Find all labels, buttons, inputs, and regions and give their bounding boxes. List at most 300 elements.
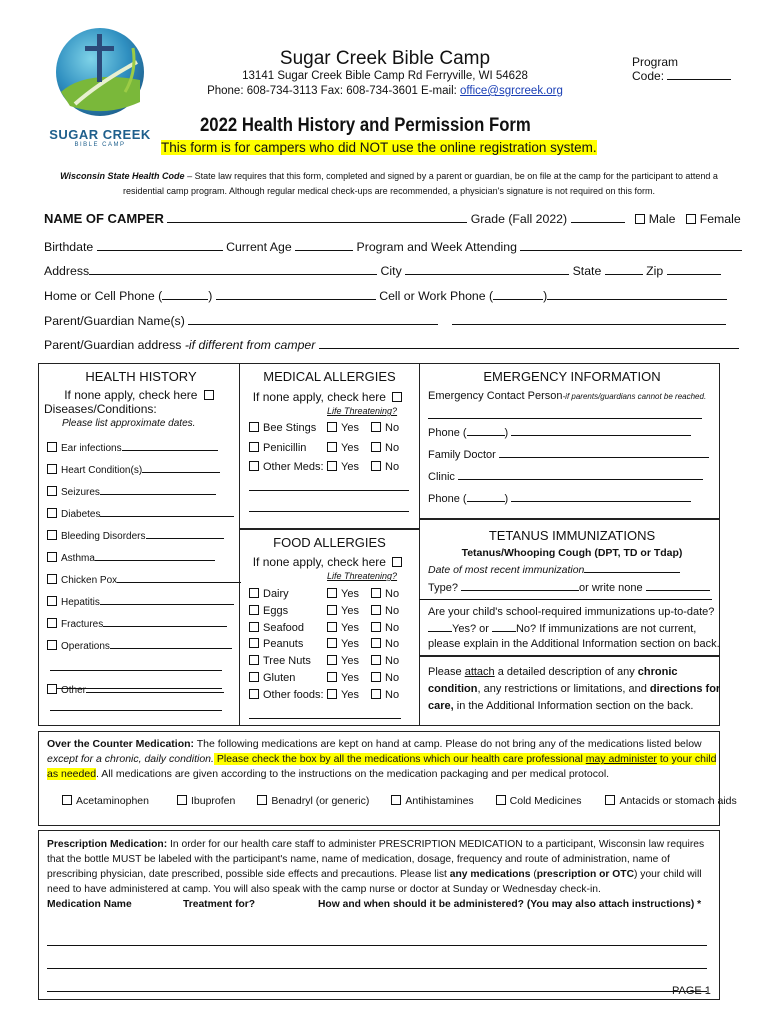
immunization-explain: please explain in the Additional Information section on back. xyxy=(428,638,720,650)
health-item-checkbox[interactable] xyxy=(47,640,57,650)
grade-label: Grade (Fall 2022) xyxy=(470,212,568,226)
program-week-label: Program and Week Attending xyxy=(356,240,517,254)
food_allergies-yes-checkbox[interactable] xyxy=(327,655,337,665)
state-label: State xyxy=(572,264,602,278)
medical_allergies-no-checkbox[interactable] xyxy=(371,422,381,432)
food_allergies-item-label: Tree Nuts xyxy=(263,655,311,668)
food_allergies-item-label: Peanuts xyxy=(263,638,304,651)
food_allergies-no xyxy=(371,638,399,650)
otc-med-checkbox[interactable] xyxy=(391,795,401,805)
health-item-label: Fractures xyxy=(61,619,104,630)
camper-row-4 xyxy=(44,289,727,303)
name-of-camper-label: NAME OF CAMPER xyxy=(44,211,164,226)
health-item-field[interactable] xyxy=(122,440,218,451)
health-history-section xyxy=(44,369,238,429)
dates-note: Please list approximate dates. xyxy=(62,418,196,429)
condition-word: condition xyxy=(428,683,478,695)
camper-row-2 xyxy=(44,240,742,254)
any-medications: any medications xyxy=(449,869,531,880)
medical_allergies-item-checkbox[interactable] xyxy=(249,442,259,452)
camp-name: Sugar Creek Bible Camp xyxy=(279,48,491,69)
male-checkbox[interactable] xyxy=(635,214,645,224)
medical_allergies-item-label: Bee Stings xyxy=(263,422,317,434)
page-number: PAGE 1 xyxy=(672,985,711,997)
food_allergies-yes-checkbox[interactable] xyxy=(327,638,337,648)
emergency-contact-label: Emergency Contact Person xyxy=(428,390,563,402)
food_allergies-no xyxy=(371,588,399,600)
medical-allergies-section xyxy=(242,369,417,416)
female-label: Female xyxy=(699,212,741,226)
tetanus-section xyxy=(428,528,720,650)
otc-meds-row xyxy=(62,795,737,807)
health-item-checkbox[interactable] xyxy=(47,486,57,496)
health-item-field[interactable] xyxy=(142,462,220,473)
food_allergies-item-checkbox[interactable] xyxy=(249,588,259,598)
medical_allergies-no xyxy=(371,422,399,434)
emergency-phone2-area[interactable] xyxy=(467,491,505,502)
email-link[interactable]: office@sgrcreek.org xyxy=(460,85,563,97)
food_allergies-yes xyxy=(327,588,359,600)
other-label: Other xyxy=(61,685,87,696)
cell-work-field[interactable] xyxy=(547,289,727,300)
medical-allergies-list xyxy=(249,422,419,481)
food_allergies-yes-checkbox[interactable] xyxy=(327,689,337,699)
clinic-label: Clinic xyxy=(428,471,455,483)
otc-med-checkbox[interactable] xyxy=(62,795,72,805)
prescription-section xyxy=(47,837,715,912)
cell-work-area[interactable] xyxy=(493,289,543,300)
food_allergies-no-label: No xyxy=(385,655,400,668)
health-item-4 xyxy=(47,506,241,522)
type-field[interactable] xyxy=(461,580,579,591)
parent-names-label: Parent/Guardian Name(s) xyxy=(44,314,185,328)
diseases-label: Diseases/Conditions: xyxy=(44,402,157,416)
health-item-1 xyxy=(47,440,241,456)
otc-med-6 xyxy=(605,795,736,807)
food_allergies-item-6 xyxy=(249,672,419,689)
camper-row-6 xyxy=(44,338,739,352)
medical_allergies-no-label: No xyxy=(385,441,400,454)
health-item-label: Hepatitis xyxy=(61,597,100,608)
food_allergies-item-checkbox[interactable] xyxy=(249,689,259,699)
chronic-text-1a: Please xyxy=(428,666,465,678)
health-item-label: Bleeding Disorders xyxy=(61,531,146,542)
food_allergies-no-checkbox[interactable] xyxy=(371,588,381,598)
medical_allergies-item-2 xyxy=(249,442,419,462)
col-treatment-for: Treatment for? xyxy=(183,899,256,910)
food_allergies-yes-label: Yes xyxy=(341,671,359,684)
food_allergies-yes xyxy=(327,622,359,634)
food-other-line[interactable] xyxy=(249,708,401,719)
medical_allergies-yes-label: Yes xyxy=(341,422,359,434)
prescription-lead: Prescription Medication: xyxy=(47,839,168,850)
city-label: City xyxy=(380,264,402,278)
otc-section xyxy=(47,737,715,782)
otc-med-1 xyxy=(62,795,149,807)
emergency-title: EMERGENCY INFORMATION xyxy=(483,369,661,384)
medical_allergies-item-checkbox[interactable] xyxy=(249,461,259,471)
immunization-question: Are your child's school-required immunizations up-to-date? xyxy=(428,606,715,618)
chronic-word: chronic xyxy=(637,666,678,678)
food_allergies-no xyxy=(371,622,399,634)
prescription-line-1[interactable] xyxy=(47,935,707,946)
parent-address-field[interactable] xyxy=(319,338,739,349)
otc-text1: The following medications are kept on hand at camp. Please do not bring any of the medications listed below xyxy=(194,738,702,750)
program-label: Program xyxy=(632,55,679,69)
health-item-label: Ear infections xyxy=(61,443,122,454)
otc-med-label: Cold Medicines xyxy=(509,795,582,807)
form-title: 2022 Health History and Permission Form xyxy=(200,115,531,136)
birthdate-field[interactable] xyxy=(97,240,223,251)
food_allergies-item-label: Eggs xyxy=(263,604,289,617)
parent-address-label: Parent/Guardian address xyxy=(44,338,185,352)
food_allergies-no xyxy=(371,655,399,667)
care-word: care, xyxy=(428,700,454,712)
food_allergies-no-label: No xyxy=(385,671,400,684)
food_allergies-no-checkbox[interactable] xyxy=(371,655,381,665)
health-item-8 xyxy=(47,594,241,610)
food_allergies-item-checkbox[interactable] xyxy=(249,605,259,615)
family-doctor-label: Family Doctor xyxy=(428,449,496,461)
food_allergies-yes-label: Yes xyxy=(341,588,359,600)
food-none-checkbox[interactable] xyxy=(392,557,402,567)
home-phone-area[interactable] xyxy=(162,289,208,300)
health-item-field[interactable] xyxy=(103,616,227,627)
health-item-checkbox[interactable] xyxy=(47,552,57,562)
current-age-label: Current Age xyxy=(226,240,292,254)
medical_allergies-item-checkbox[interactable] xyxy=(249,422,259,432)
food_allergies-no-label: No xyxy=(385,621,400,634)
food_allergies-yes-label: Yes xyxy=(341,688,359,701)
health-item-label: Seizures xyxy=(61,487,100,498)
prescription-text3e: ) your child will xyxy=(634,869,702,880)
prescription-text4: need to have administered at camp. You will also speak with the camp nurse or doctor at Sunday or Wednesday check-in. xyxy=(47,884,601,895)
medical_allergies-no-label: No xyxy=(385,422,400,434)
program-code-field[interactable] xyxy=(667,69,731,80)
cell-work-close: ) xyxy=(543,289,548,303)
health-history-title: HEALTH HISTORY xyxy=(85,369,197,384)
yes-field[interactable] xyxy=(428,621,452,632)
health-item-field[interactable] xyxy=(110,638,232,649)
health-item-field[interactable] xyxy=(100,484,216,495)
question-yes: Yes? or xyxy=(452,623,492,635)
food_allergies-yes-checkbox[interactable] xyxy=(327,672,337,682)
program-week-field[interactable] xyxy=(520,240,742,251)
prescription-text2: that the bottle MUST be labeled with the participant's name, name of medication, dosage, frequency and route of administration, name of xyxy=(47,854,670,865)
medical-other-line-1[interactable] xyxy=(249,480,409,491)
camper-name-field[interactable] xyxy=(167,212,467,223)
otc-med-5 xyxy=(496,795,582,807)
emergency-contact-note: -if parents/guardians cannot be reached. xyxy=(562,392,707,401)
other-line-2[interactable] xyxy=(50,700,222,711)
col-medication-name: Medication Name xyxy=(47,899,132,910)
food_allergies-no-label: No xyxy=(385,638,400,651)
food_allergies-item-3 xyxy=(249,622,419,639)
other-field[interactable] xyxy=(86,682,224,693)
medical_allergies-no xyxy=(371,461,399,473)
otc-text2-highlight: Please check the box by all the medications which our health care professional xyxy=(213,753,586,765)
tetanus-title: TETANUS IMMUNIZATIONS xyxy=(488,528,656,543)
health-item-label: Diabetes xyxy=(61,509,101,520)
medical_allergies-yes xyxy=(327,461,359,473)
other-checkbox[interactable] xyxy=(47,684,57,694)
camp-address: 13141 Sugar Creek Bible Camp Rd Ferryville, WI 54628 xyxy=(242,70,528,82)
food_allergies-yes-label: Yes xyxy=(341,604,359,617)
zip-label: Zip xyxy=(646,264,664,278)
health-item-checkbox[interactable] xyxy=(47,618,57,628)
health-item-field[interactable] xyxy=(117,572,241,583)
col-how-when: How and when should it be administered? (You may also attach instructions) * xyxy=(318,899,702,910)
food_allergies-no-checkbox[interactable] xyxy=(371,638,381,648)
food_allergies-yes-checkbox[interactable] xyxy=(327,605,337,615)
food-allergies-list xyxy=(249,588,419,706)
health-item-checkbox[interactable] xyxy=(47,464,57,474)
medical_allergies-yes xyxy=(327,442,359,454)
food_allergies-yes-checkbox[interactable] xyxy=(327,588,337,598)
medical_allergies-no-checkbox[interactable] xyxy=(371,442,381,452)
camper-row-1 xyxy=(44,212,741,226)
food_allergies-item-checkbox[interactable] xyxy=(249,655,259,665)
chronic-text-1c: a detailed description of any xyxy=(494,666,638,678)
tetanus-subtitle: Tetanus/Whooping Cough (DPT, TD or Tdap) xyxy=(461,547,683,559)
city-field[interactable] xyxy=(405,264,569,275)
logo-globe-icon xyxy=(45,22,155,122)
medical-other-line-2[interactable] xyxy=(249,501,409,512)
address-label: Address xyxy=(44,264,90,278)
parent-address-note: -if different from camper xyxy=(184,338,316,352)
wisconsin-text: – State law requires that this form, completed and signed by a parent or guardian, be on file at the camp for the participant to attend a xyxy=(184,171,718,181)
food_allergies-yes xyxy=(327,605,359,617)
may-administer: may administer xyxy=(585,753,657,765)
logo-name: SUGAR CREEK xyxy=(49,127,151,142)
otc-text2-end: to your child xyxy=(656,753,717,765)
food_allergies-no-checkbox[interactable] xyxy=(371,605,381,615)
wisconsin-notice xyxy=(44,169,734,199)
food_allergies-no-label: No xyxy=(385,688,400,701)
medical_allergies-item-1 xyxy=(249,422,419,442)
otc-med-2 xyxy=(177,795,235,807)
health-item-7 xyxy=(47,572,241,588)
otc-med-4 xyxy=(391,795,473,807)
birthdate-label: Birthdate xyxy=(44,240,94,254)
food_allergies-item-label: Dairy xyxy=(263,588,289,600)
prescription-line-3[interactable] xyxy=(47,981,707,992)
food_allergies-item-label: Gluten xyxy=(263,671,296,684)
other-row xyxy=(47,682,224,696)
health-item-checkbox[interactable] xyxy=(47,574,57,584)
medical_allergies-yes-checkbox[interactable] xyxy=(327,461,337,471)
prescription-text1: In order for our health care staff to administer PRESCRIPTION MEDICATION to a participant, Wisconsin law requires xyxy=(167,839,705,850)
food_allergies-item-2 xyxy=(249,605,419,622)
recent-immunization-field[interactable] xyxy=(584,562,680,573)
directions-word: directions for xyxy=(649,683,721,695)
wisconsin-text2: residential camp program. Although regular medical check-ups are recommended, a physician's signature is not required on this form. xyxy=(123,186,655,196)
food-life-threatening: Life Threatening? xyxy=(327,571,398,581)
food_allergies-item-1 xyxy=(249,588,419,605)
as-needed: as needed xyxy=(47,768,97,780)
home-phone-label: Home or Cell Phone ( xyxy=(44,289,163,303)
health-none-checkbox[interactable] xyxy=(204,390,214,400)
health-item-field[interactable] xyxy=(100,506,234,517)
otc-lead: Over the Counter Medication: xyxy=(47,738,195,750)
home-phone-close: ) xyxy=(208,289,213,303)
otc-text3: . All medications are given according to the instructions on the medication packaging and per medical protocol. xyxy=(96,768,610,780)
operations-line-1[interactable] xyxy=(50,660,222,671)
medical_allergies-yes-label: Yes xyxy=(341,461,359,473)
health-item-10 xyxy=(47,638,241,654)
food_allergies-no-label: No xyxy=(385,588,400,600)
chronic-section xyxy=(428,664,721,715)
health-item-field[interactable] xyxy=(95,550,215,561)
emergency-section: EMERGENCY INFORMATION Emergency Contact Person-if parents/guardians cannot be reached. Phone ( ) Family Doctor Clinic Phone ( ) xyxy=(428,369,716,505)
camp-logo xyxy=(45,22,155,152)
food-allergies-section xyxy=(242,535,417,581)
none-field[interactable] xyxy=(646,580,710,591)
zip-field[interactable] xyxy=(667,264,721,275)
health-item-2 xyxy=(47,462,241,478)
health-item-label: Heart Condition(s) xyxy=(61,465,143,476)
food_allergies-yes-label: Yes xyxy=(341,621,359,634)
food_allergies-no-checkbox[interactable] xyxy=(371,689,381,699)
medical_allergies-item-label: Penicillin xyxy=(263,441,307,454)
medical_allergies-yes xyxy=(327,422,359,434)
or-write-none: or write none xyxy=(579,582,643,594)
medical-none-apply: If none apply, check here xyxy=(252,390,386,404)
question-no: No? If immunizations are not current, xyxy=(515,623,697,635)
prescription-lines xyxy=(47,935,707,992)
subtitle-highlight: This form is for campers who did NOT use the online registration system. xyxy=(161,140,597,155)
food_allergies-yes-label: Yes xyxy=(341,638,359,651)
food_allergies-yes xyxy=(327,689,359,701)
emergency-contact-field[interactable] xyxy=(428,408,702,419)
family-doctor-field[interactable] xyxy=(499,447,709,458)
food_allergies-no xyxy=(371,605,399,617)
medical_allergies-item-3 xyxy=(249,461,419,481)
health-item-5 xyxy=(47,528,241,544)
recent-immunization-label: Date of most recent immunization xyxy=(428,564,585,576)
food_allergies-no-label: No xyxy=(385,604,400,617)
otc-med-checkbox[interactable] xyxy=(177,795,187,805)
grade-field[interactable] xyxy=(571,212,625,223)
health-item-field[interactable] xyxy=(100,594,234,605)
medical_allergies-no-checkbox[interactable] xyxy=(371,461,381,471)
camp-contact-line xyxy=(160,85,610,97)
food_allergies-no xyxy=(371,672,399,684)
food_allergies-item-5 xyxy=(249,655,419,672)
prescription-line-2[interactable] xyxy=(47,958,707,969)
food-allergies-title: FOOD ALLERGIES xyxy=(273,535,386,550)
prescription-or-otc: prescription or OTC xyxy=(536,869,635,880)
medical-allergies-title: MEDICAL ALLERGIES xyxy=(263,369,396,384)
food_allergies-no xyxy=(371,689,399,701)
medical_allergies-yes-label: Yes xyxy=(341,441,359,454)
current-age-field[interactable] xyxy=(295,240,353,251)
otc-med-label: Acetaminophen xyxy=(76,795,149,807)
food_allergies-yes xyxy=(327,672,359,684)
health-item-6 xyxy=(47,550,241,566)
health-item-3 xyxy=(47,484,241,500)
health-item-checkbox[interactable] xyxy=(47,596,57,606)
parent-name-2-field[interactable] xyxy=(452,314,726,325)
emergency-phone1-field[interactable] xyxy=(511,425,691,436)
female-checkbox[interactable] xyxy=(686,214,696,224)
emergency-phone1-label: Phone ( xyxy=(428,427,467,439)
form-subtitle xyxy=(161,140,597,155)
state-field[interactable] xyxy=(605,264,643,275)
chronic-attach: attach xyxy=(464,666,495,678)
health-item-checkbox[interactable] xyxy=(47,530,57,540)
food_allergies-no-checkbox[interactable] xyxy=(371,622,381,632)
food_allergies-item-checkbox[interactable] xyxy=(249,638,259,648)
otc-med-3 xyxy=(257,795,369,807)
medical_allergies-yes-checkbox[interactable] xyxy=(327,442,337,452)
otc-med-checkbox[interactable] xyxy=(605,795,615,805)
health-item-9 xyxy=(47,616,241,632)
chronic-text-2b: , any restrictions or limitations, and xyxy=(477,683,650,695)
health-item-label: Operations xyxy=(61,641,110,652)
type-label: Type? xyxy=(428,582,458,594)
food_allergies-yes xyxy=(327,655,359,667)
otc-med-checkbox[interactable] xyxy=(496,795,506,805)
health-item-label: Asthma xyxy=(61,553,95,564)
medical_allergies-no xyxy=(371,442,399,454)
cell-work-label: Cell or Work Phone ( xyxy=(379,289,494,303)
emergency-phone2-label: Phone ( xyxy=(428,493,467,505)
food_allergies-item-checkbox[interactable] xyxy=(249,622,259,632)
food_allergies-item-label: Other foods: xyxy=(263,688,324,701)
medical-life-threatening: Life Threatening? xyxy=(327,406,398,416)
otc-med-label: Antihistamines xyxy=(405,795,474,807)
health-item-field[interactable] xyxy=(146,528,224,539)
food_allergies-yes-label: Yes xyxy=(341,655,359,668)
food_allergies-no-checkbox[interactable] xyxy=(371,672,381,682)
medical_allergies-yes-checkbox[interactable] xyxy=(327,422,337,432)
chronic-text-3b: in the Additional Information section on the back. xyxy=(453,700,694,712)
home-phone-field[interactable] xyxy=(216,289,376,300)
prescription-text3a: prescribing physician, date prescribed, possible side effects and precautions. Please list xyxy=(47,869,450,880)
otc-med-label: Ibuprofen xyxy=(190,795,236,807)
medical-lines xyxy=(249,480,409,512)
camper-row-5 xyxy=(44,314,726,328)
food-none-apply: If none apply, check here xyxy=(252,555,386,569)
parent-name-1-field[interactable] xyxy=(188,314,438,325)
prescription-text3c: ( xyxy=(530,869,537,880)
medical-none-checkbox[interactable] xyxy=(392,392,402,402)
health-item-checkbox[interactable] xyxy=(47,508,57,518)
food_allergies-yes-checkbox[interactable] xyxy=(327,622,337,632)
health-item-checkbox[interactable] xyxy=(47,442,57,452)
health-item-label: Chicken Pox xyxy=(61,575,118,586)
otc-med-checkbox[interactable] xyxy=(257,795,267,805)
logo-tagline: BIBLE CAMP xyxy=(74,142,126,148)
emergency-phone1-area[interactable] xyxy=(467,425,505,436)
clinic-field[interactable] xyxy=(458,469,703,480)
emergency-phone2-field[interactable] xyxy=(511,491,691,502)
food_allergies-item-checkbox[interactable] xyxy=(249,672,259,682)
health-history-list xyxy=(47,440,241,654)
program-code xyxy=(632,55,731,83)
medical_allergies-no-label: No xyxy=(385,461,400,473)
food_allergies-item-label: Seafood xyxy=(263,621,304,634)
otc-med-label: Benadryl (or generic) xyxy=(271,795,370,807)
male-label: Male xyxy=(648,212,676,226)
health-none-apply: If none apply, check here xyxy=(64,388,198,402)
camper-row-3 xyxy=(44,264,721,278)
food_allergies-item-7 xyxy=(249,689,419,706)
address-field[interactable] xyxy=(89,264,377,275)
no-field[interactable] xyxy=(492,621,516,632)
otc-text2-italic: except for a chronic, daily condition. xyxy=(47,753,214,765)
